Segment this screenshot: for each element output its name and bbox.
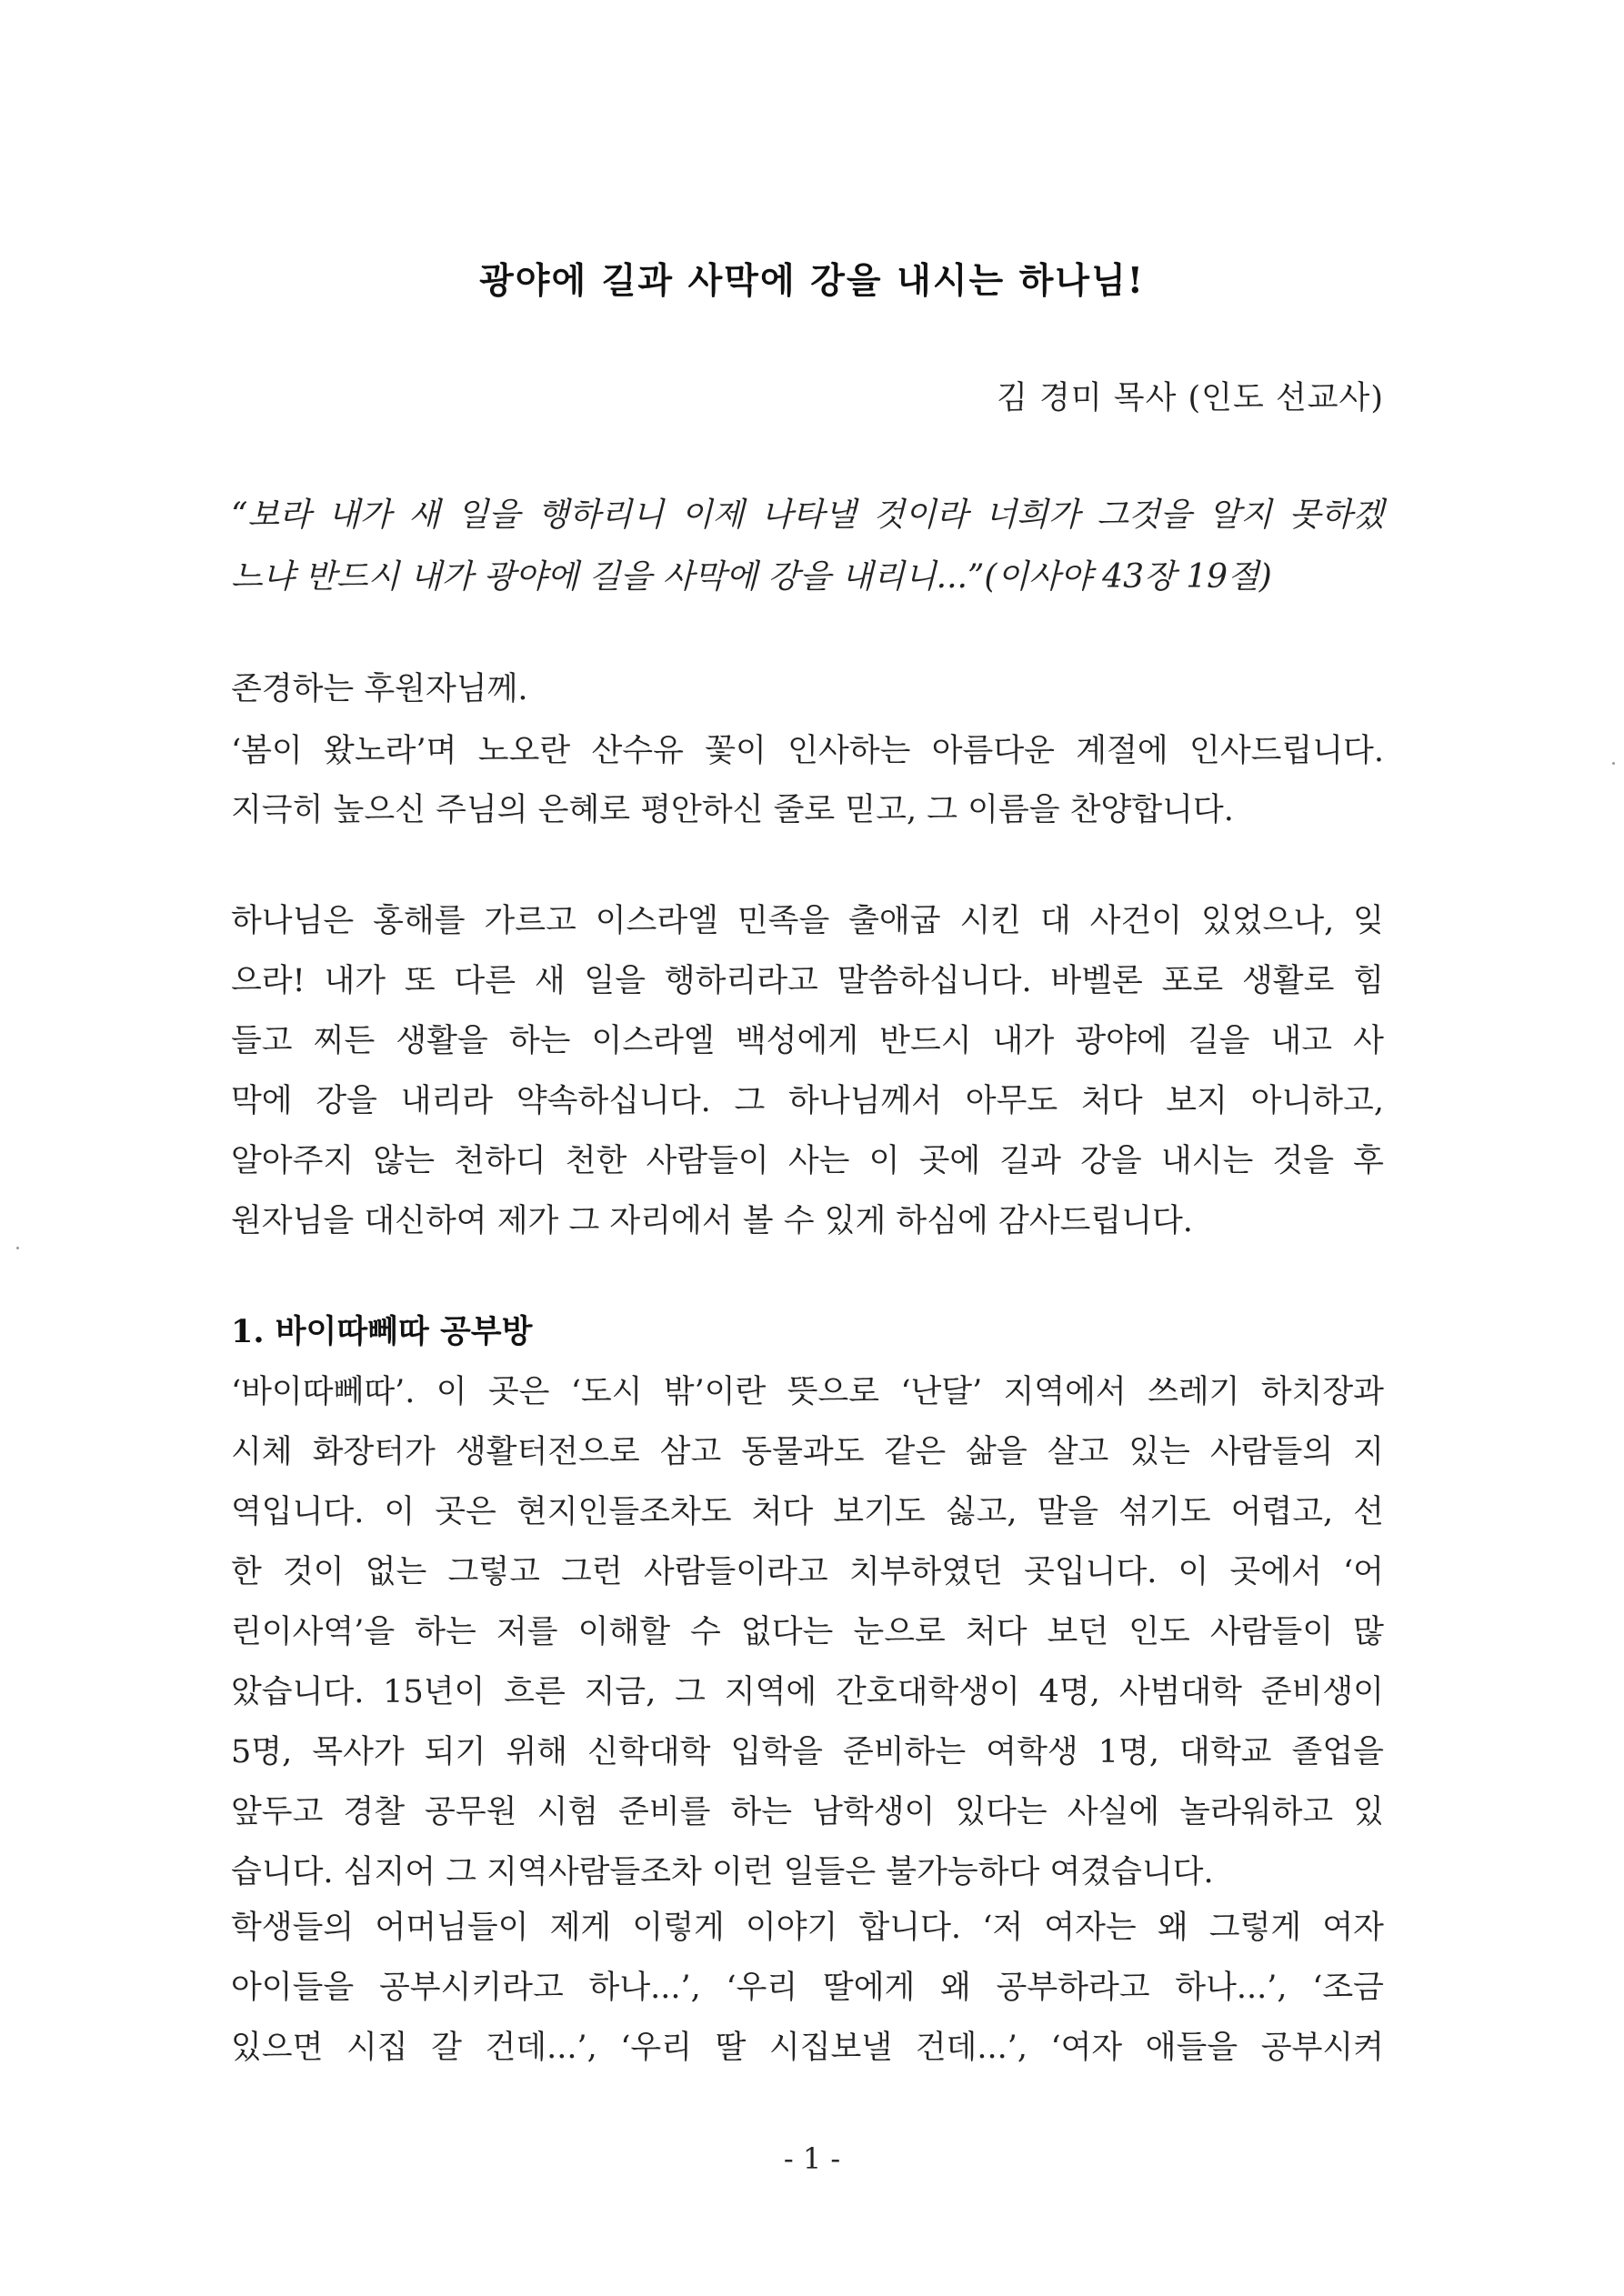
section-line: 앞두고 경찰 공무원 시험 준비를 하는 남학생이 있다는 사실에 놀라워하고 있	[231, 1794, 1384, 1830]
section-line: 아이들을 공부시키라고 하나...’, ‘우리 딸에게 왜 공부하라고 하나...’, ‘조금	[231, 1970, 1384, 2006]
paragraph-line: 알아주지 않는 천하디 천한 사람들이 사는 이 곳에 길과 강을 내시는 것을 후	[231, 1143, 1384, 1179]
paragraph-line: 들고 찌든 생활을 하는 이스라엘 백성에게 반드시 내가 광야에 길을 내고 사	[231, 1023, 1384, 1059]
paragraph-line: 하나님은 홍해를 가르고 이스라엘 민족을 출애굽 시킨 대 사건이 있었으나, 잊	[231, 903, 1384, 939]
scan-speck	[1612, 762, 1615, 765]
section-heading: 1. 바이따뻬따 공부방	[231, 1313, 533, 1350]
section-line: 린이사역’을 하는 저를 이해할 수 없다는 눈으로 처다 보던 인도 사람들이 많	[231, 1614, 1384, 1650]
paragraph-line: 막에 강을 내리라 약속하십니다. 그 하나님께서 아무도 처다 보지 아니하고,	[231, 1083, 1384, 1119]
scan-speck	[16, 1247, 19, 1249]
epigraph-line: “보라 내가 새 일을 행하리니 이제 나타낼 것이라 너희가 그것을 알지 못하겠	[231, 496, 1384, 534]
section-line: 습니다. 심지어 그 지역사람들조차 이런 일들은 불가능하다 여겼습니다.	[231, 1854, 1214, 1890]
page-number: - 1 -	[783, 2141, 841, 2176]
section-line: 았습니다. 15년이 흐른 지금, 그 지역에 간호대학생이 4명, 사범대학 준비생이	[231, 1674, 1384, 1710]
section-line: 한 것이 없는 그렇고 그런 사람들이라고 치부하였던 곳입니다. 이 곳에서 ‘어	[231, 1554, 1384, 1590]
section-line: 학생들의 어머님들이 제게 이렇게 이야기 합니다. ‘저 여자는 왜 그렇게 여자	[231, 1910, 1384, 1946]
paragraph-line: 원자님을 대신하여 제가 그 자리에서 볼 수 있게 하심에 감사드립니다.	[231, 1203, 1193, 1239]
section-line: 있으면 시집 갈 건데...’, ‘우리 딸 시집보낼 건데...’, ‘여자 애들을 공부시켜	[231, 2030, 1384, 2066]
greeting-line: 존경하는 후원자님께.	[231, 671, 528, 707]
epigraph-line: 느냐 반드시 내가 광야에 길을 사막에 강을 내리니...”(이사야 43장 19절)	[231, 558, 1272, 596]
document-title: 광야에 길과 사막에 강을 내시는 하나님!	[479, 260, 1145, 302]
section-line: 5명, 목사가 되기 위해 신학대학 입학을 준비하는 여학생 1명, 대학교 졸업을	[231, 1734, 1384, 1770]
greeting-line: ‘봄이 왔노라’며 노오란 산수유 꽃이 인사하는 아름다운 계절에 인사드립니다.	[231, 733, 1384, 769]
author-line: 김 경미 목사 (인도 선교사)	[997, 380, 1384, 416]
section-line: ‘바이따뻬따’. 이 곳은 ‘도시 밖’이란 뜻으로 ‘난달’ 지역에서 쓰레기 하치장과	[231, 1374, 1384, 1410]
section-line: 시체 화장터가 생활터전으로 삼고 동물과도 같은 삶을 살고 있는 사람들의 지	[231, 1434, 1384, 1470]
paragraph-line: 으라! 내가 또 다른 새 일을 행하리라고 말씀하십니다. 바벨론 포로 생활로 힘	[231, 963, 1384, 999]
greeting-line: 지극히 높으신 주님의 은혜로 평안하신 줄로 믿고, 그 이름을 찬양합니다.	[231, 792, 1234, 828]
section-line: 역입니다. 이 곳은 현지인들조차도 처다 보기도 싫고, 말을 섞기도 어렵고, 선	[231, 1494, 1384, 1530]
